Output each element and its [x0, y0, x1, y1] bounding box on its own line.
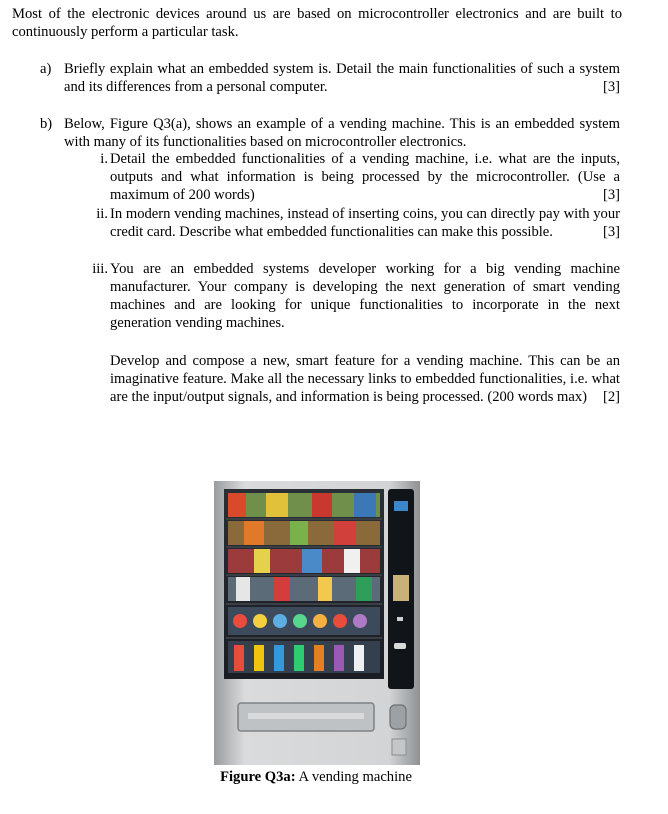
subquestion-ii-numeral: ii.	[96, 206, 108, 222]
display-screen	[394, 501, 408, 511]
subquestion-ii-body	[110, 205, 620, 241]
question-b	[40, 115, 620, 151]
question-b-body: Below, Figure Q3(a), shows an example of a vending machine. This is an embedded system with many of its functionalities based on microcontroller electronics.	[64, 116, 620, 150]
card-slot	[397, 617, 403, 621]
subquestion-iii-numeral: iii.	[92, 261, 108, 277]
subquestion-iii	[80, 260, 620, 332]
coin-return	[390, 705, 406, 729]
figure-label: Figure Q3a:	[220, 769, 296, 785]
develop-mark: [2]	[602, 389, 620, 405]
develop-paragraph	[110, 352, 620, 406]
figure-caption	[0, 768, 632, 786]
question-a-body	[64, 60, 620, 96]
question-b-label: b)	[40, 116, 53, 132]
subquestion-ii	[80, 205, 620, 241]
subquestion-i	[80, 150, 620, 204]
subquestion-iii-body: You are an embedded systems developer working for a big vending machine manufacturer. Your company is developing the next generation of smart vending machines and are looking for unique functionalities to incorporate in the next generation vending machines.	[110, 261, 620, 331]
coin-slot	[394, 643, 406, 649]
lock	[392, 739, 406, 755]
figure-caption-text: A vending machine	[298, 769, 412, 785]
question-a-label: a)	[40, 61, 52, 77]
subquestion-i-body	[110, 150, 620, 204]
intro-paragraph: Most of the electronic devices around us are based on microcontroller electronics and are built to continuously perform a particular task.	[12, 6, 622, 40]
subquestion-i-text: Detail the embedded functionalities of a vending machine, i.e. what are the inputs, outputs and what information is being processed by the microcontroller. (Use a maximum of 200 words)	[110, 151, 620, 203]
vending-machine-image	[214, 481, 420, 765]
subquestion-ii-mark: [3]	[602, 224, 620, 240]
keypad	[393, 575, 409, 601]
subquestion-i-mark: [3]	[602, 187, 620, 203]
subquestion-i-numeral: i.	[100, 151, 108, 167]
subquestion-ii-text: In modern vending machines, instead of inserting coins, you can directly pay with your credit card. Describe what embedded functionalities can make this possible.	[110, 206, 620, 240]
develop-text: Develop and compose a new, smart feature for a vending machine. This can be an imaginative feature. Make all the necessary links to embedded functionalities, i.e. what are the input/output signals, and information is being processed. (200 words max)	[110, 353, 620, 405]
question-a-text: Briefly explain what an embedded system is. Detail the main functionalities of such a system and its differences from a personal computer.	[64, 61, 620, 95]
flap-handle	[248, 713, 364, 719]
question-a-mark: [3]	[602, 79, 620, 95]
question-a	[40, 60, 620, 96]
